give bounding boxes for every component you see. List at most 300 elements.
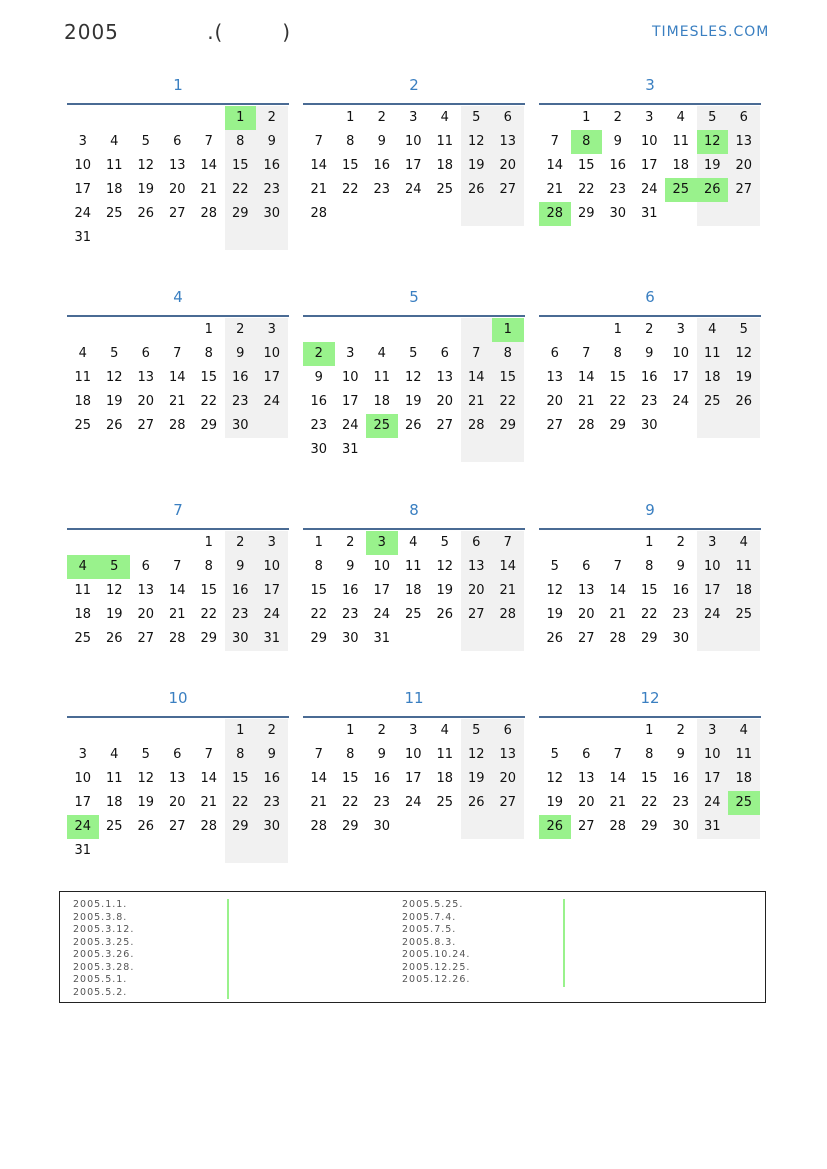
day-cell: 27 — [137, 418, 155, 433]
day-cell: 24 — [697, 603, 729, 627]
day-cell: 6 — [492, 106, 524, 130]
day-cell: 17 — [373, 583, 391, 598]
day-cell: 15 — [609, 370, 627, 385]
day-cell: 7 — [204, 134, 213, 149]
day-cell: 14 — [310, 158, 328, 173]
day-cell: 7 — [613, 747, 622, 762]
empty-cell — [571, 318, 603, 342]
month-9 — [539, 495, 761, 651]
day-cell: 19 — [546, 607, 564, 622]
month-grid — [67, 719, 289, 863]
day-cell: 8 — [225, 130, 257, 154]
day-cell: 18 — [74, 607, 92, 622]
day-cell: 19 — [697, 154, 729, 178]
day-cell: 9 — [256, 130, 288, 154]
empty-cell — [429, 318, 461, 342]
empty-cell — [461, 627, 493, 651]
day-cell: 30 — [225, 627, 257, 651]
month-grid — [539, 531, 761, 651]
day-cell: 21 — [200, 182, 218, 197]
day-cell: 20 — [137, 394, 155, 409]
month-grid — [303, 106, 525, 226]
day-cell: 17 — [74, 182, 92, 197]
day-cell: 10 — [404, 134, 422, 149]
day-cell: 16 — [225, 366, 257, 390]
day-cell: 19 — [546, 795, 564, 810]
empty-cell — [99, 839, 131, 863]
day-cell: 20 — [546, 394, 564, 409]
day-cell: 12 — [697, 130, 729, 154]
day-cell: 2 — [377, 723, 386, 738]
day-cell: 9 — [314, 370, 323, 385]
month-title: 12 — [640, 689, 660, 707]
month-title: 8 — [409, 501, 419, 519]
day-cell: 23 — [225, 390, 257, 414]
day-cell: 11 — [672, 134, 690, 149]
day-cell: 18 — [672, 158, 690, 173]
day-cell: 21 — [461, 390, 493, 414]
day-cell: 27 — [461, 603, 493, 627]
day-cell: 8 — [225, 743, 257, 767]
month-4 — [67, 282, 289, 438]
empty-cell — [256, 226, 288, 250]
day-cell: 22 — [200, 394, 218, 409]
month-6 — [539, 282, 761, 438]
day-cell: 14 — [200, 771, 218, 786]
month-title: 4 — [173, 288, 183, 306]
month-rule — [67, 315, 289, 317]
day-cell: 11 — [728, 555, 760, 579]
month-rule — [67, 528, 289, 530]
day-cell: 12 — [404, 370, 422, 385]
day-cell: 4 — [67, 555, 99, 579]
month-12 — [539, 683, 761, 839]
empty-cell — [697, 202, 729, 226]
day-cell: 29 — [200, 631, 218, 646]
empty-cell — [130, 531, 162, 555]
site-logo[interactable]: TIMESLES.COM — [652, 24, 770, 40]
day-cell: 6 — [141, 346, 150, 361]
day-cell: 11 — [105, 158, 123, 173]
empty-cell — [193, 106, 225, 130]
day-cell: 23 — [672, 607, 690, 622]
day-cell: 12 — [105, 583, 123, 598]
day-cell: 1 — [204, 322, 213, 337]
day-cell: 28 — [539, 202, 571, 226]
day-cell: 23 — [341, 607, 359, 622]
legend-item: 2005.5.25. — [402, 899, 464, 910]
day-cell: 21 — [609, 607, 627, 622]
day-cell: 5 — [697, 106, 729, 130]
empty-cell — [398, 627, 430, 651]
day-cell: 15 — [640, 771, 658, 786]
day-cell: 10 — [672, 346, 690, 361]
day-cell: 21 — [492, 579, 524, 603]
month-title: 10 — [168, 689, 188, 707]
day-cell: 17 — [404, 771, 422, 786]
day-cell: 10 — [74, 771, 92, 786]
day-cell: 25 — [436, 182, 454, 197]
day-cell: 11 — [74, 370, 92, 385]
day-cell: 6 — [728, 106, 760, 130]
day-cell: 31 — [341, 442, 359, 457]
day-cell: 26 — [697, 178, 729, 202]
day-cell: 16 — [672, 771, 690, 786]
legend-item: 2005.12.26. — [402, 974, 471, 985]
day-cell: 11 — [728, 743, 760, 767]
day-cell: 31 — [640, 206, 658, 221]
day-cell: 16 — [256, 154, 288, 178]
day-cell: 24 — [256, 603, 288, 627]
empty-cell — [492, 627, 524, 651]
day-cell: 25 — [105, 819, 123, 834]
day-cell: 13 — [546, 370, 564, 385]
day-cell: 12 — [546, 583, 564, 598]
legend-column-left — [73, 899, 134, 999]
day-cell: 25 — [105, 206, 123, 221]
day-cell: 21 — [310, 795, 328, 810]
day-cell: 13 — [577, 771, 595, 786]
day-cell: 24 — [672, 394, 690, 409]
empty-cell — [162, 839, 194, 863]
day-cell: 2 — [256, 106, 288, 130]
empty-cell — [303, 318, 335, 342]
day-cell: 30 — [640, 418, 658, 433]
day-cell: 23 — [609, 182, 627, 197]
day-cell: 18 — [373, 394, 391, 409]
day-cell: 2 — [303, 342, 335, 366]
month-1 — [67, 70, 289, 250]
day-cell: 9 — [346, 559, 355, 574]
day-cell: 27 — [168, 819, 186, 834]
day-cell: 15 — [341, 158, 359, 173]
day-cell: 11 — [436, 134, 454, 149]
empty-cell — [461, 438, 493, 462]
month-rule — [539, 103, 761, 105]
day-cell: 26 — [461, 178, 493, 202]
day-cell: 22 — [609, 394, 627, 409]
day-cell: 25 — [366, 414, 398, 438]
month-10 — [67, 683, 289, 863]
day-cell: 24 — [74, 206, 92, 221]
empty-cell — [130, 318, 162, 342]
day-cell: 20 — [577, 607, 595, 622]
day-cell: 28 — [200, 819, 218, 834]
empty-cell — [99, 531, 131, 555]
empty-cell — [728, 627, 760, 651]
empty-cell — [303, 719, 335, 743]
day-cell: 5 — [409, 346, 418, 361]
day-cell: 22 — [640, 607, 658, 622]
day-cell: 29 — [341, 819, 359, 834]
month-title: 3 — [645, 76, 655, 94]
day-cell: 18 — [728, 579, 760, 603]
day-cell: 16 — [640, 370, 658, 385]
day-cell: 11 — [404, 559, 422, 574]
day-cell: 23 — [256, 178, 288, 202]
day-cell: 23 — [640, 394, 658, 409]
month-title: 2 — [409, 76, 419, 94]
empty-cell — [162, 531, 194, 555]
day-cell: 23 — [672, 795, 690, 810]
day-cell: 24 — [404, 182, 422, 197]
day-cell: 13 — [577, 583, 595, 598]
day-cell: 19 — [461, 154, 493, 178]
day-cell: 14 — [577, 370, 595, 385]
day-cell: 10 — [341, 370, 359, 385]
day-cell: 17 — [697, 579, 729, 603]
day-cell: 5 — [99, 555, 131, 579]
day-cell: 18 — [728, 767, 760, 791]
day-cell: 24 — [640, 182, 658, 197]
day-cell: 25 — [665, 178, 697, 202]
day-cell: 18 — [436, 771, 454, 786]
day-cell: 3 — [697, 719, 729, 743]
day-cell: 18 — [404, 583, 422, 598]
empty-cell — [67, 106, 99, 130]
empty-cell — [193, 719, 225, 743]
day-cell: 9 — [377, 134, 386, 149]
empty-cell — [99, 318, 131, 342]
day-cell: 22 — [310, 607, 328, 622]
day-cell: 22 — [492, 390, 524, 414]
day-cell: 4 — [440, 110, 449, 125]
day-cell: 28 — [310, 819, 328, 834]
day-cell: 8 — [346, 134, 355, 149]
month-grid — [303, 318, 525, 462]
empty-cell — [67, 719, 99, 743]
day-cell: 8 — [492, 342, 524, 366]
legend-item: 2005.3.12. — [73, 924, 135, 935]
day-cell: 16 — [225, 579, 257, 603]
legend-item: 2005.12.25. — [402, 961, 471, 973]
month-rule — [539, 716, 761, 718]
empty-cell — [225, 839, 257, 863]
legend-item: 2005.5.2. — [73, 986, 128, 998]
day-cell: 12 — [105, 370, 123, 385]
day-cell: 30 — [373, 819, 391, 834]
day-cell: 17 — [672, 370, 690, 385]
day-cell: 7 — [582, 346, 591, 361]
empty-cell — [193, 226, 225, 250]
day-cell: 26 — [137, 819, 155, 834]
day-cell: 16 — [256, 767, 288, 791]
day-cell: 5 — [550, 559, 559, 574]
day-cell: 10 — [256, 342, 288, 366]
day-cell: 25 — [697, 390, 729, 414]
day-cell: 1 — [613, 322, 622, 337]
day-cell: 1 — [225, 106, 257, 130]
empty-cell — [461, 318, 493, 342]
day-cell: 1 — [645, 535, 654, 550]
day-cell: 19 — [728, 366, 760, 390]
month-rule — [303, 315, 525, 317]
day-cell: 14 — [546, 158, 564, 173]
day-cell: 30 — [341, 631, 359, 646]
empty-cell — [429, 202, 461, 226]
legend-bar-left — [227, 899, 229, 999]
day-cell: 13 — [137, 370, 155, 385]
empty-cell — [429, 815, 461, 839]
empty-cell — [429, 627, 461, 651]
day-cell: 8 — [204, 559, 213, 574]
month-11 — [303, 683, 525, 839]
day-cell: 9 — [225, 342, 257, 366]
day-cell: 27 — [577, 631, 595, 646]
empty-cell — [665, 414, 697, 438]
day-cell: 6 — [173, 134, 182, 149]
empty-cell — [335, 318, 367, 342]
empty-cell — [130, 106, 162, 130]
day-cell: 6 — [461, 531, 493, 555]
empty-cell — [366, 438, 398, 462]
month-8 — [303, 495, 525, 651]
day-cell: 5 — [440, 535, 449, 550]
day-cell: 25 — [728, 791, 760, 815]
day-cell: 5 — [550, 747, 559, 762]
day-cell: 22 — [341, 182, 359, 197]
day-cell: 6 — [173, 747, 182, 762]
day-cell: 2 — [676, 535, 685, 550]
day-cell: 4 — [377, 346, 386, 361]
day-cell: 12 — [461, 130, 493, 154]
day-cell: 10 — [256, 555, 288, 579]
day-cell: 13 — [436, 370, 454, 385]
day-cell: 14 — [609, 771, 627, 786]
day-cell: 20 — [461, 579, 493, 603]
day-cell: 15 — [225, 767, 257, 791]
day-cell: 4 — [78, 346, 87, 361]
day-cell: 12 — [436, 559, 454, 574]
day-cell: 17 — [640, 158, 658, 173]
legend-column-right — [402, 899, 470, 987]
day-cell: 10 — [404, 747, 422, 762]
day-cell: 10 — [697, 555, 729, 579]
day-cell: 19 — [137, 182, 155, 197]
day-cell: 13 — [728, 130, 760, 154]
day-cell: 15 — [200, 583, 218, 598]
day-cell: 16 — [310, 394, 328, 409]
day-cell: 2 — [377, 110, 386, 125]
day-cell: 11 — [436, 747, 454, 762]
day-cell: 14 — [200, 158, 218, 173]
day-cell: 10 — [373, 559, 391, 574]
empty-cell — [256, 414, 288, 438]
day-cell: 2 — [645, 322, 654, 337]
day-cell: 22 — [200, 607, 218, 622]
day-cell: 13 — [492, 130, 524, 154]
day-cell: 28 — [609, 819, 627, 834]
day-cell: 14 — [168, 370, 186, 385]
day-cell: 30 — [256, 815, 288, 839]
empty-cell — [398, 318, 430, 342]
day-cell: 8 — [571, 130, 603, 154]
day-cell: 9 — [613, 134, 622, 149]
day-cell: 8 — [613, 346, 622, 361]
day-cell: 2 — [613, 110, 622, 125]
day-cell: 19 — [137, 795, 155, 810]
empty-cell — [162, 226, 194, 250]
day-cell: 2 — [256, 719, 288, 743]
day-cell: 21 — [577, 394, 595, 409]
empty-cell — [539, 318, 571, 342]
day-cell: 27 — [577, 819, 595, 834]
legend-item: 2005.1.1. — [73, 899, 128, 910]
day-cell: 14 — [310, 771, 328, 786]
empty-cell — [728, 815, 760, 839]
day-cell: 11 — [697, 342, 729, 366]
day-cell: 15 — [577, 158, 595, 173]
day-cell: 29 — [577, 206, 595, 221]
day-cell: 30 — [310, 442, 328, 457]
day-cell: 15 — [225, 154, 257, 178]
day-cell: 15 — [200, 370, 218, 385]
empty-cell — [602, 531, 634, 555]
month-title: 5 — [409, 288, 419, 306]
legend-bar-right — [563, 899, 565, 987]
day-cell: 24 — [67, 815, 99, 839]
day-cell: 17 — [74, 795, 92, 810]
day-cell: 7 — [550, 134, 559, 149]
day-cell: 5 — [461, 106, 493, 130]
day-cell: 29 — [609, 418, 627, 433]
day-cell: 15 — [310, 583, 328, 598]
day-cell: 9 — [256, 743, 288, 767]
empty-cell — [398, 202, 430, 226]
day-cell: 31 — [74, 843, 92, 858]
day-cell: 17 — [256, 366, 288, 390]
day-cell: 3 — [409, 110, 418, 125]
day-cell: 22 — [225, 791, 257, 815]
day-cell: 9 — [676, 559, 685, 574]
day-cell: 19 — [461, 767, 493, 791]
day-cell: 31 — [74, 230, 92, 245]
day-cell: 23 — [225, 603, 257, 627]
empty-cell — [602, 719, 634, 743]
day-cell: 8 — [645, 747, 654, 762]
day-cell: 6 — [141, 559, 150, 574]
day-cell: 9 — [377, 747, 386, 762]
day-cell: 26 — [105, 418, 123, 433]
day-cell: 28 — [168, 631, 186, 646]
day-cell: 15 — [640, 583, 658, 598]
empty-cell — [366, 202, 398, 226]
day-cell: 17 — [341, 394, 359, 409]
empty-cell — [193, 839, 225, 863]
day-cell: 4 — [676, 110, 685, 125]
day-cell: 8 — [346, 747, 355, 762]
day-cell: 30 — [672, 631, 690, 646]
day-cell: 30 — [609, 206, 627, 221]
day-cell: 28 — [577, 418, 595, 433]
day-cell: 16 — [609, 158, 627, 173]
day-cell: 4 — [728, 719, 760, 743]
day-cell: 22 — [577, 182, 595, 197]
day-cell: 29 — [200, 418, 218, 433]
day-cell: 31 — [373, 631, 391, 646]
day-cell: 2 — [225, 531, 257, 555]
month-5 — [303, 282, 525, 462]
day-cell: 14 — [461, 366, 493, 390]
month-grid — [539, 318, 761, 438]
empty-cell — [67, 531, 99, 555]
day-cell: 28 — [310, 206, 328, 221]
empty-cell — [539, 106, 571, 130]
day-cell: 26 — [436, 607, 454, 622]
day-cell: 29 — [640, 631, 658, 646]
month-grid — [67, 318, 289, 438]
empty-cell — [492, 202, 524, 226]
